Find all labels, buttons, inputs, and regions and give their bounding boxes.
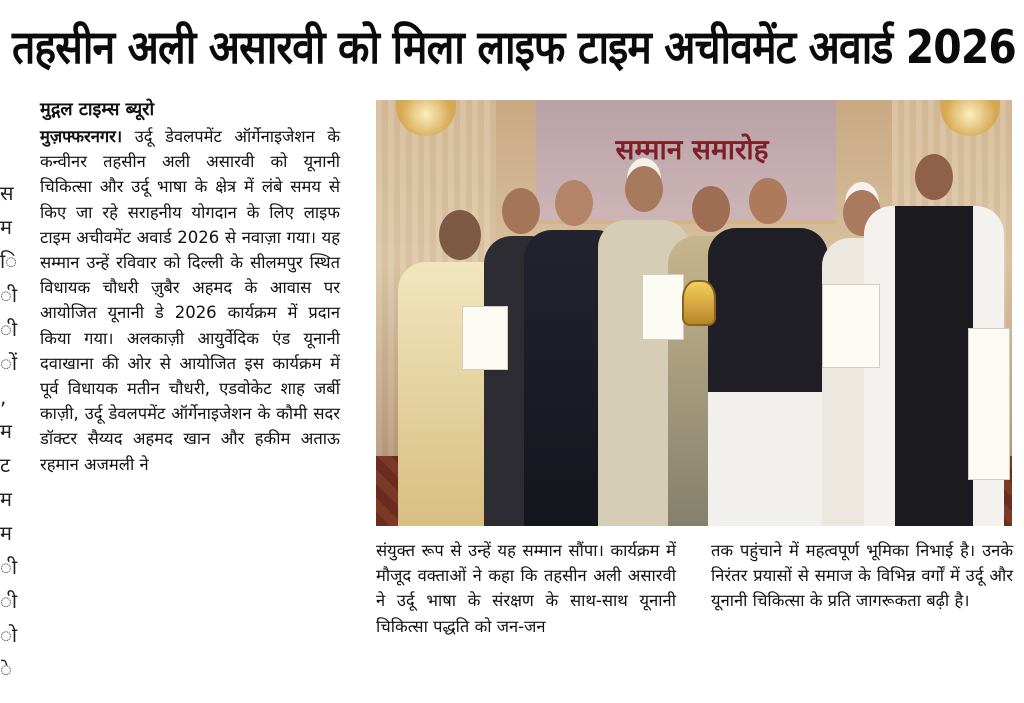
previous-column-fragment	[0, 176, 18, 681]
article-body-left: उर्दू डेवलपमेंट ऑर्गेनाइजेशन के कन्वीनर तहसीन अली असारवी को यूनानी चिकित्सा और उर्दू भाषा के क्षेत्र में लंबे समय से किए जा रहे सराहनीय योगदान के लिए लाइफ टाइम अचीवमेंट अवार्ड 2026 से नवाज़ा गया। यह सम्मान उन्हें रविवार को दिल्ली के सीलमपुर स्थित विधायक चौधरी ज़ुबैर अहमद के आवास पर आयोजित यूनानी डे 2026 कार्यक्रम में प्रदान किया गया। अलकाज़ी आयुर्वेदिक एंड यूनानी दवाखाना की ओर से आयोजित इस कार्यक्रम में पूर्व विधायक मतीन चौधरी, एडवोकेट शाह जर्बी काज़ी, उर्दू डेवलपमेंट ऑर्गेनाइजेशन के कौमी सदर डॉक्टर सैय्यद अहमद खान और हकीम अताऊ रहमान अजमली ने	[40, 127, 340, 474]
dateline: मुज़फ्फरनगर।	[40, 127, 123, 146]
fragment-char: म	[0, 419, 12, 443]
trophy-icon	[682, 280, 716, 326]
fragment-char: ी	[0, 317, 18, 341]
photo-banner-text: सम्मान समारोह	[615, 133, 769, 166]
headline: तहसीन अली असारवी को मिला लाइफ टाइम अचीवमेंट अवार्ड 2026	[12, 20, 1016, 74]
certificate	[822, 284, 880, 368]
fragment-char: स	[0, 181, 14, 205]
fragment-char: म	[0, 487, 12, 511]
byline: मुद्गल टाइम्स ब्यूरो	[40, 99, 155, 120]
certificate	[968, 328, 1010, 480]
fragment-char: ों	[0, 351, 18, 375]
article-column-middle: संयुक्त रूप से उन्हें यह सम्मान सौंपा। कार्यक्रम में मौजूद वक्ताओं ने कहा कि तहसीन अली असारवी ने उर्दू भाषा के संरक्षण के साथ-साथ यूनानी चिकित्सा पद्धति को जन-जन	[376, 541, 676, 636]
article-column-right: तक पहुंचाने में महत्वपूर्ण भूमिका निभाई है। उनके निरंतर प्रयासों से समाज के विभिन्न वर्गों में उर्दू और यूनानी चिकित्सा के प्रति जागरूकता बढ़ी है।	[711, 541, 1013, 611]
fragment-char: ट	[0, 453, 11, 477]
fragment-char: म	[0, 521, 12, 545]
person-vest	[708, 178, 828, 526]
fragment-char: ी	[0, 283, 18, 307]
fragment-char: ि	[0, 249, 18, 273]
fragment-char: ,	[0, 385, 7, 409]
certificate	[462, 306, 508, 370]
fragment-char: े	[0, 657, 12, 681]
article-column-left	[40, 96, 340, 477]
fragment-char: ी	[0, 589, 18, 613]
event-photo	[376, 100, 1012, 526]
certificate	[642, 274, 684, 340]
fragment-char: ी	[0, 555, 18, 579]
fragment-char: म	[0, 215, 12, 239]
fragment-char: ो	[0, 623, 18, 647]
